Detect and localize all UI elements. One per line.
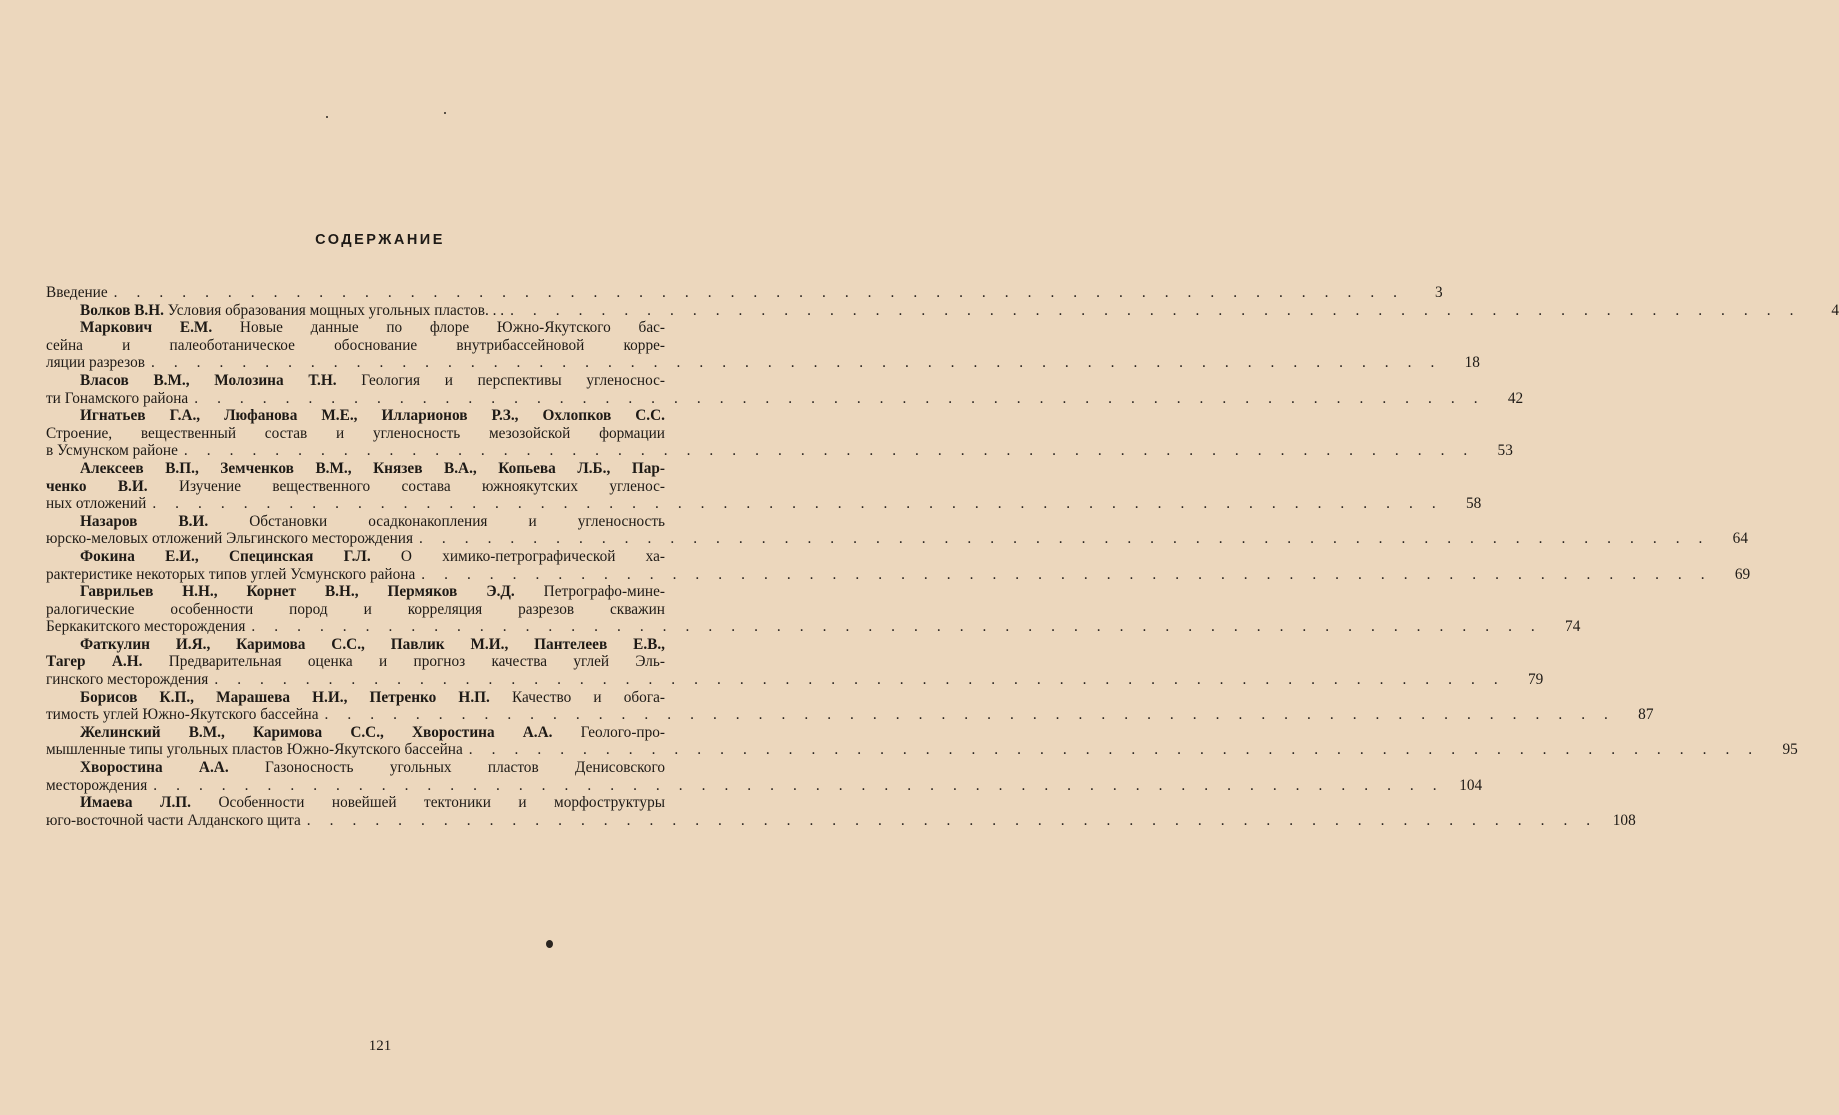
table-of-contents [46, 284, 1839, 829]
entry-page-number: 18 [1464, 354, 1480, 372]
toc-line [46, 354, 1480, 372]
entry-text: рактеристике некоторых типов углей Усмунского района [46, 565, 416, 583]
toc-entry [46, 723, 1798, 759]
entry-text: ных отложений [46, 495, 147, 513]
toc-line [46, 407, 665, 425]
author-names: Хворостина А.А. [80, 759, 229, 777]
toc-entry [46, 688, 1654, 724]
entry-page-number: 104 [1459, 776, 1483, 794]
entry-text: Газоносность угольных пластов Денисовского [228, 759, 665, 777]
entry-page-number: 79 [1527, 671, 1544, 689]
dot-leader: . . . . . . . . . . . . . . . . . . . . . . . . . . . . . . . . . . . . . . . . . . . . . . . . . . . . . . . . . [421, 565, 1713, 583]
toc-line [46, 759, 665, 777]
toc-line [46, 706, 1654, 724]
toc-line [46, 389, 1524, 408]
toc-line [46, 741, 1798, 759]
dot-leader: . . . . . . . . . . . . . . . . . . . . . . . . . . . . . . . . . . . . . . . . . . . . . . . . . . . . . . . . . [324, 706, 1616, 724]
entry-page-number: 87 [1638, 706, 1654, 724]
author-names: Маркович Е.М. [80, 319, 213, 337]
toc-line [46, 811, 1636, 830]
entry-text: Особенности новейшей тектоники и морфоструктуры [191, 794, 665, 812]
toc-entry [46, 759, 1483, 794]
toc-entry [46, 301, 1839, 320]
toc-line [46, 689, 665, 707]
toc-line [46, 372, 665, 390]
toc-entry [46, 635, 1544, 689]
toc-entry [46, 284, 1443, 302]
toc-line [46, 319, 665, 337]
toc-entry [46, 583, 1581, 636]
entry-text: месторождения [46, 776, 148, 794]
toc-line [46, 776, 1483, 795]
author-names: Власов В.М., Молозина Т.Н. [80, 371, 337, 389]
entry-text: в Усмунском районе [46, 442, 178, 460]
author-names: Игнатьев Г.А., Люфанова М.Е., Илларионов Р.З., Охлопков С.С. [80, 407, 665, 425]
dot-leader: . . . . . . . . . . . . . . . . . . . . . . . . . . . . . . . . . . . . . . . . . . . . . . . . . . . . . . . . . [194, 389, 1486, 407]
dot-leader: . . . . . . . . . . . . . . . . . . . . . . . . . . . . . . . . . . . . . . . . . . . . . . . . . . . . . . . . . [468, 741, 1760, 759]
author-names: Желинский В.М., Каримова С.С., Хворостина А.А. [80, 723, 553, 741]
author-names: Тагер А.Н. [46, 653, 143, 671]
author-names: Фаткулин И.Я., Каримова С.С., Павлик М.И., Пантелеев Е.В., [80, 635, 665, 653]
entry-text: Геология и перспективы угленоснос- [336, 371, 665, 389]
entry-text: ти Гонамского района [46, 389, 189, 407]
toc-line [46, 601, 665, 619]
toc-entry [46, 407, 1513, 460]
entry-text: О химико-петрографической ха- [370, 547, 665, 565]
toc-line [46, 301, 1839, 320]
entry-text: Введение [46, 284, 108, 301]
entry-text: Обстановки осадконакопления и угленосность [208, 512, 666, 530]
entry-text: Петрографо-мине- [514, 583, 665, 601]
ink-speck [546, 940, 553, 948]
dot-leader: . . . . . . . . . . . . . . . . . . . . . . . . . . . . . . . . . . . . . . . . . . . . . . . . . . . . . . . . . [251, 618, 1543, 636]
entry-text: Условия образования мощных угольных пластов. . . [163, 301, 505, 319]
dot-leader: . . . . . . . . . . . . . . . . . . . . . . . . . . . . . . . . . . . . . . . . . . . . . . . . . . . . . . . . . [183, 442, 1475, 460]
author-names: Волков В.Н. [80, 301, 164, 319]
entry-text: Беркакитского месторождения [46, 618, 246, 636]
entry-text: Геолого-про- [552, 723, 666, 741]
ink-speck [326, 116, 328, 118]
entry-text: юрско-меловых отложений Эльгинского месторождения [46, 530, 414, 548]
entry-text: Строение, вещественный состав и угленосность мезозойской формации [46, 424, 665, 442]
entry-text: сейна и палеоботаническое обоснование внутрибассейновой корре- [46, 336, 665, 354]
entry-text: мышленные типы угольных пластов Южно-Якутского бассейна [46, 741, 463, 759]
author-names: Имаева Л.П. [80, 794, 191, 812]
author-names: Алексеев В.П., Земченков В.М., Князев В.А., Копьева Л.Б., Пар- [80, 459, 665, 477]
toc-line [46, 548, 665, 566]
author-names: Назаров В.И. [80, 512, 209, 530]
toc-line [46, 653, 665, 671]
page-number: 121 [368, 1038, 392, 1054]
entry-page-number: 74 [1565, 618, 1581, 636]
toc-line [46, 724, 665, 742]
ink-speck [444, 112, 446, 114]
dot-leader: . . . . . . . . . . . . . . . . . . . . . . . . . . . . . . . . . . . . . . . . . . . . . . . . . . . . . . . . . [150, 354, 1442, 372]
entry-page-number: 95 [1782, 741, 1798, 759]
toc-entry [46, 319, 1480, 372]
toc-line [46, 618, 1581, 636]
entry-text: Новые данные по флоре Южно-Якутского бас- [212, 319, 665, 337]
entry-page-number: 64 [1732, 530, 1748, 548]
toc-line [46, 425, 665, 443]
toc-entry [46, 371, 1524, 407]
dot-leader: . . . . . . . . . . . . . . . . . . . . . . . . . . . . . . . . . . . . . . . . . . . . . . . . . . . . . . . . . [152, 495, 1444, 513]
toc-entry [46, 512, 1748, 548]
entry-text: тимость углей Южно-Якутского бассейна [46, 706, 319, 724]
toc-line [46, 478, 665, 496]
author-names: Фокина Е.И., Специнская Г.Л. [80, 547, 371, 565]
entry-text: гинского месторождения [46, 671, 209, 689]
entry-page-number: 4 [1831, 301, 1839, 319]
page-title: СОДЕРЖАНИЕ [315, 232, 445, 248]
author-names: Гаврильев Н.Н., Корнет В.Н., Пермяков Э.Д. [80, 583, 515, 601]
dot-leader: . . . . . . . . . . . . . . . . . . . . . . . . . . . . . . . . . . . . . . . . . . . . . . . . . . . . . . . . . [306, 811, 1598, 829]
entry-page-number: 108 [1612, 811, 1636, 829]
author-names: ченко В.И. [46, 477, 148, 495]
toc-line [46, 513, 665, 531]
toc-line [46, 583, 665, 601]
entry-page-number: 58 [1465, 495, 1482, 513]
entry-text: Качество и обога- [489, 688, 665, 706]
dot-leader: . . . . . . . . . . . . . . . . . . . . . . . . . . . . . . . . . . . . . . . . . . . . . . . . . . . . . . . . . [510, 301, 1802, 319]
toc-line [46, 337, 665, 355]
toc-line [46, 460, 665, 478]
entry-page-number: 3 [1434, 284, 1443, 301]
toc-line [46, 794, 665, 812]
toc-line [46, 671, 1544, 689]
dot-leader: . . . . . . . . . . . . . . . . . . . . . . . . . . . . . . . . . . . . . . . . . . . . . . . . . . . . . . . . . [419, 530, 1710, 548]
entry-text: ралогические особенности пород и корреляция разрезов скважин [46, 600, 665, 618]
entry-page-number: 69 [1734, 565, 1751, 583]
toc-line [46, 565, 1751, 584]
toc-line [46, 442, 1513, 460]
entry-text: Предварительная оценка и прогноз качества углей Эль- [142, 653, 666, 671]
toc-line [46, 636, 665, 654]
toc-line [46, 530, 1748, 548]
toc-line [46, 284, 1443, 302]
entry-text: юго-восточной части Алданского щита [46, 811, 301, 829]
entry-text: Изучение вещественного состава южноякутских угленос- [147, 477, 665, 495]
toc-line [46, 495, 1482, 513]
entry-page-number: 53 [1497, 442, 1513, 460]
toc-entry [46, 459, 1482, 513]
toc-entry [46, 547, 1751, 583]
author-names: Борисов К.П., Марашева Н.И., Петренко Н.П. [80, 688, 490, 706]
dot-leader: . . . . . . . . . . . . . . . . . . . . . . . . . . . . . . . . . . . . . . . . . . . . . . . . . . . . . . . . . [113, 284, 1405, 301]
entry-text: ляции разрезов [46, 354, 145, 372]
toc-entry [46, 794, 1636, 829]
dot-leader: . . . . . . . . . . . . . . . . . . . . . . . . . . . . . . . . . . . . . . . . . . . . . . . . . . . . . . . . . [214, 671, 1506, 689]
dot-leader: . . . . . . . . . . . . . . . . . . . . . . . . . . . . . . . . . . . . . . . . . . . . . . . . . . . . . . . . . [153, 776, 1445, 794]
entry-page-number: 42 [1507, 389, 1524, 407]
